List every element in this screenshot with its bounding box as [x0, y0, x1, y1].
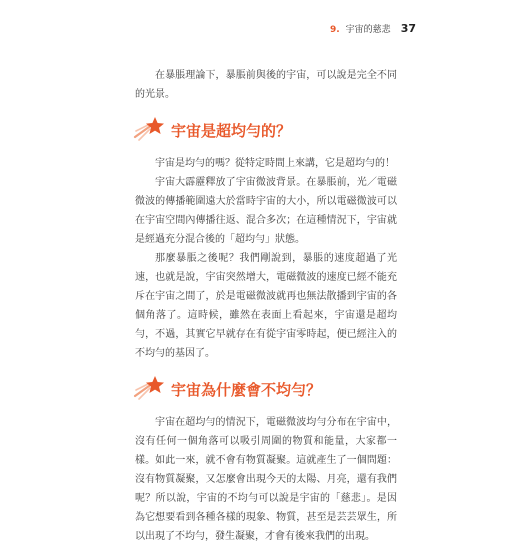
section-heading-text: 宇宙為什麼會不均勻？	[171, 380, 322, 399]
shooting-star-icon	[135, 115, 171, 145]
paragraph: 宇宙大霹靂釋放了宇宙微波背景。在暴脹前，光／電磁微波的傳播範圍遠大於當時宇宙的大小，所以電磁微波可以在宇宙空間內傳播往返、混合多次；在這種情況下，宇宙就是經過充分混合後的「超均勻」狀態。	[135, 177, 397, 245]
section-heading-1	[135, 110, 397, 150]
page-header	[330, 22, 416, 35]
shooting-star-icon	[135, 374, 171, 404]
paragraph: 宇宙在超均勻的情況下，電磁微波均勻分布在宇宙中，沒有任何一個角落可以吸引周圍的物質和能量，大家都一樣。如此一來，就不會有物質凝聚。這就產生了一個問題：沒有物質凝聚，又怎麼會出現今天的太陽、月亮，還有我們呢？所以說，宇宙的不均勻可以說是宇宙的「慈悲」。是因為它想要看到各種各樣的現象、物質，甚至是芸芸眾生，所以出現了不均勻，發生凝聚，才會有後來我們的出現。	[135, 417, 397, 542]
paragraph: 宇宙是均勻的嗎？從特定時間上來講，它是超均勻的！	[155, 158, 395, 169]
section-heading-text: 宇宙是超均勻的？	[171, 121, 292, 140]
section-heading-2	[135, 369, 397, 409]
intro-paragraph: 在暴脹理論下，暴脹前與後的宇宙，可以說是完全不同的光景。	[135, 70, 397, 100]
chapter-number: 9.	[329, 25, 340, 35]
chapter-title: 宇宙的慈悲	[345, 25, 391, 35]
paragraph: 那麼暴脹之後呢？我們剛說到，暴脹的速度超過了光速，也就是說，宇宙突然增大，電磁微波的速度已經不能充斥在宇宙之間了，於是電磁微波就再也無法散播到宇宙的各個角落了。這時候，雖然在表面上看起來，宇宙還是超均勻，不過，其實它早就存在有從宇宙零時起，便已經注入的不均勻的基因了。	[135, 253, 397, 359]
page-body	[135, 66, 397, 546]
page-number: 37	[400, 22, 416, 35]
